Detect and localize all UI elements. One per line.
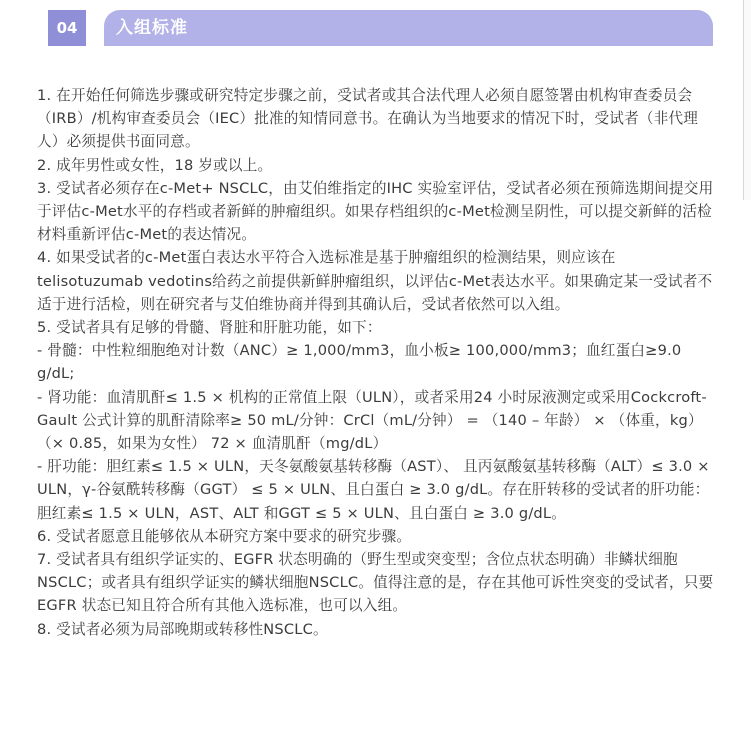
criterion-2: 2. 成年男性或女性，18 岁或以上。: [37, 156, 273, 174]
section-header: [48, 10, 713, 46]
criterion-7: 7. 受试者具有组织学证实的、EGFR 状态明确的（野生型或突变型；含位点状态明确）非鳞状细胞NSCLC；或者具有组织学证实的鳞状细胞NSCLC。值得注意的是，存在其他可诉性突变的受试者，只要EGFR 状态已知且符合所有其他入选标准，也可以入组。: [37, 551, 714, 615]
section-title-bar: [104, 10, 713, 46]
scrollbar-track[interactable]: [743, 0, 751, 200]
section-title: 入组标准: [116, 18, 188, 38]
criterion-5-bone-marrow: - 骨髓：中性粒细胞绝对计数（ANC）≥ 1,000/mm3，血小板≥ 100,000/mm3；血红蛋白≥9.0 g/dL;: [37, 342, 682, 383]
criterion-8: 8. 受试者必须为局部晚期或转移性NSCLC。: [37, 620, 328, 638]
criterion-1: 1. 在开始任何筛选步骤或研究特定步骤之前，受试者或其合法代理人必须自愿签署由机构审查委员会（IRB）/机构审查委员会（IEC）批准的知情同意书。在确认为当地要求的情况下时，受试者（非代理人）必须提供书面同意。: [37, 87, 699, 151]
criteria-content: [37, 84, 715, 641]
criterion-5: 5. 受试者具有足够的骨髓、肾脏和肝脏功能，如下：: [37, 319, 382, 337]
criterion-6: 6. 受试者愿意且能够依从本研究方案中要求的研究步骤。: [37, 527, 412, 545]
section-number: 04: [48, 10, 86, 46]
criterion-5-renal: - 肾功能：血清肌酐≤ 1.5 × 机构的正常值上限（ULN），或者采用24 小时尿液测定或采用Cockcroft-Gault 公式计算的肌酐清除率≥ 50 mL/分钟：CrCl（mL/分钟） = （140 – 年龄） × （体重，kg） （× 0.85，如果为女性） 72 × 血清肌酐（mg/dL）: [37, 388, 707, 453]
criterion-5-hepatic: - 肝功能：胆红素≤ 1.5 × ULN，天冬氨酸氨基转移酶（AST）、 且丙氨酸氨基转移酶（ALT）≤ 3.0 × ULN，γ-谷氨酰转移酶（GGT） ≤ 5 × ULN、且白蛋白 ≥ 3.0 g/dL。存在肝转移的受试者的肝功能：胆红素≤ 1.5 × ULN，AST、ALT 和GGT ≤ 5 × ULN、且白蛋白 ≥ 3.0 g/dL。: [37, 458, 710, 522]
criterion-4: 4. 如果受试者的c-Met蛋白表达水平符合入选标准是基于肿瘤组织的检测结果，则应该在telisotuzumab vedotins给药之前提供新鲜肿瘤组织，以评估c-Met表达水平。如果确定某一受试者不适于进行活检，则在研究者与艾伯维协商并得到其确认后，受试者依然可以入组。: [37, 249, 713, 313]
criterion-3: 3. 受试者必须存在c-Met+ NSCLC，由艾伯维指定的IHC 实验室评估，受试者必须在预筛选期间提交用于评估c-Met水平的存档或者新鲜的肿瘤组织。如果存档组织的c-Met检测呈阴性，可以提交新鲜的活检材料重新评估c-Met的表达情况。: [37, 179, 714, 244]
